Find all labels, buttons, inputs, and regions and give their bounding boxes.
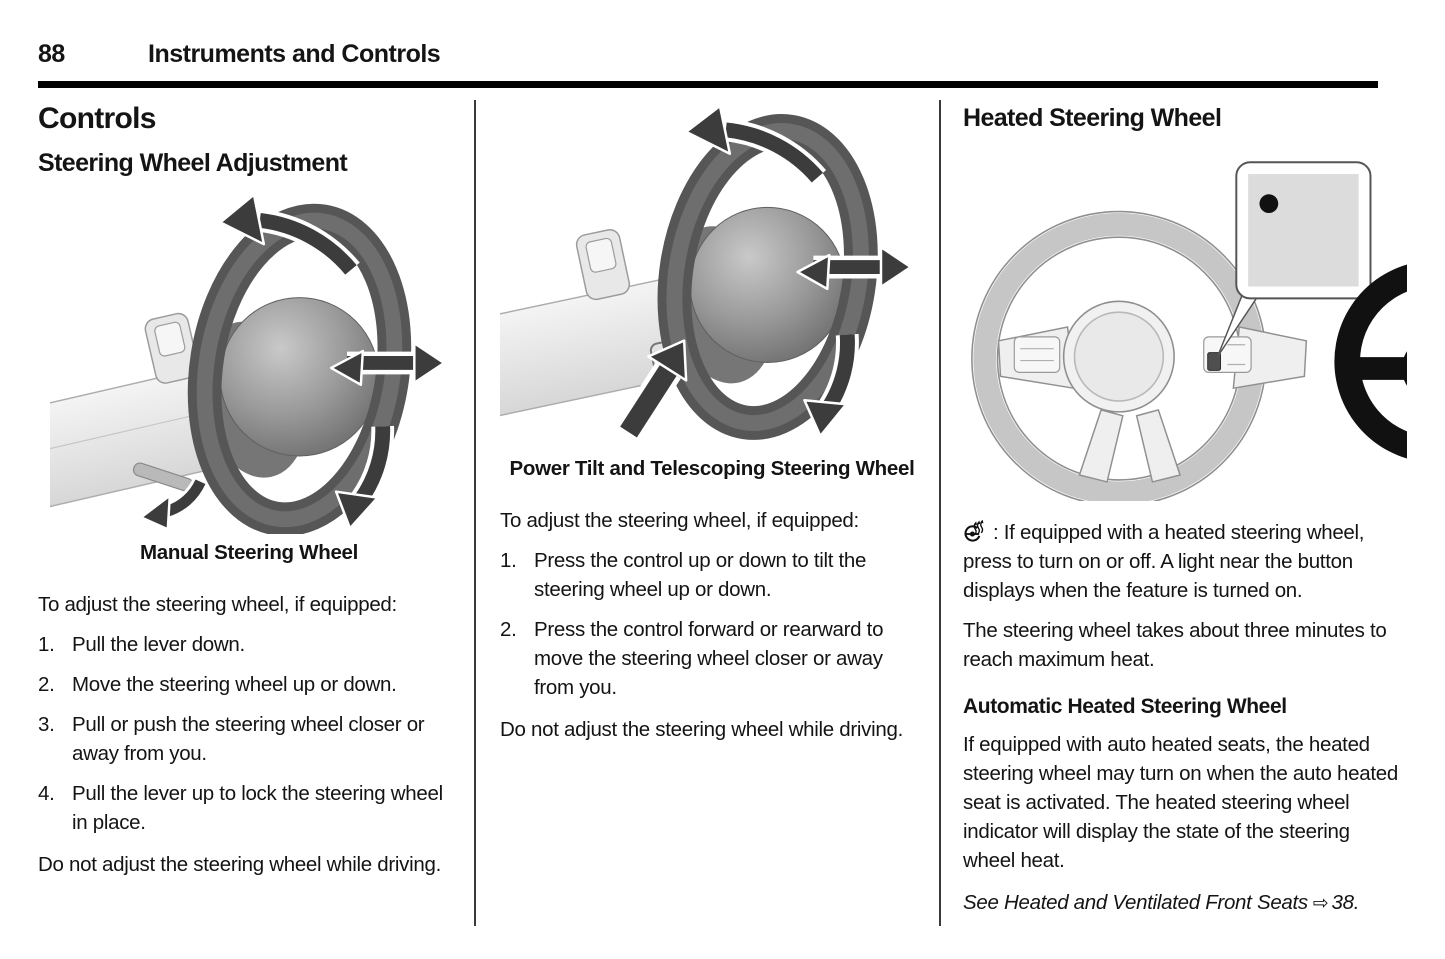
step-text: Pull the lever up to lock the steering wheel in place. (72, 781, 443, 834)
heated-steering-wheel-heading: Heated Steering Wheel (963, 104, 1222, 132)
manual-adjust-steps (38, 630, 460, 837)
see-reference (963, 888, 1407, 918)
lever-pull-arrow (141, 482, 200, 530)
step-item (38, 630, 460, 659)
step-text: Pull or push the steering wheel closer or away from you. (72, 712, 425, 765)
section-title: Instruments and Controls (148, 40, 441, 68)
column-heated-steering-wheel (963, 100, 1407, 918)
step-item (38, 710, 460, 768)
column-divider (939, 100, 941, 926)
step-number: 1. (38, 632, 55, 656)
steering-column-illustration (50, 186, 446, 534)
heated-steering-wheel-icon (963, 520, 986, 543)
heated-wheel-paragraph (963, 518, 1407, 605)
step-number: 1. (500, 549, 517, 572)
steering-wheel-adjustment-heading: Steering Wheel Adjustment (38, 149, 348, 177)
step-text: Press the control forward or rearward to move the steering wheel closer or away from you. (534, 618, 884, 699)
column-controls (38, 100, 460, 879)
reference-title: Heated and Ventilated Front Seats (1003, 890, 1308, 914)
figure-caption: Power Tilt and Telescoping Steering Wheel (509, 457, 915, 480)
step-number: 4. (38, 781, 55, 805)
intro-text: To adjust the steering wheel, if equipped: (38, 592, 397, 616)
column-power-tilt (500, 100, 924, 744)
warning-text: Do not adjust the steering wheel while driving. (38, 852, 441, 876)
heated-steering-wheel-figure (963, 153, 1407, 506)
step-item (500, 615, 924, 702)
manual-steering-wheel-figure (38, 186, 460, 565)
step-number: 2. (500, 618, 517, 641)
cross-reference-arrow: ⇨ (1312, 891, 1329, 914)
power-steering-wheel-figure (500, 106, 924, 481)
step-text: Press the control up or down to tilt the steering wheel up or down. (534, 549, 867, 601)
intro-text: To adjust the steering wheel, if equipped: (500, 509, 859, 532)
step-number: 2. (38, 672, 55, 696)
power-adjust-steps (500, 546, 924, 702)
step-item (500, 546, 924, 604)
step-text: Pull the lever down. (72, 632, 245, 656)
callout-box (1236, 162, 1407, 450)
step-number: 3. (38, 712, 55, 736)
page-number: 88 (38, 40, 65, 68)
step-text: Move the steering wheel up or down. (72, 672, 397, 696)
step-item (38, 779, 460, 837)
heat-time-paragraph: The steering wheel takes about three minutes to reach maximum heat. (963, 618, 1387, 671)
indicator-light-dot (1259, 194, 1278, 213)
reference-page: 38. (1331, 890, 1360, 914)
header-rule (38, 81, 1378, 88)
figure-caption: Manual Steering Wheel (139, 540, 359, 564)
see-prefix: See (963, 890, 1004, 914)
steering-wheel-front-illustration (963, 153, 1407, 501)
steering-column-illustration (500, 106, 920, 444)
step-item (38, 670, 460, 699)
automatic-heated-paragraph: If equipped with auto heated seats, the heated steering wheel may turn on when the auto heated seat is activated. The heated steering wheel indicator will display the state of the steering wheel heat. (963, 732, 1398, 872)
left-spoke-switch-panel (1014, 337, 1059, 373)
paragraph-text: : If equipped with a heated steering wheel, press to turn on or off. A light near the button displays when the feature is turned on. (963, 520, 1365, 602)
warning-text: Do not adjust the steering wheel while driving. (500, 718, 903, 741)
column-divider (474, 100, 476, 926)
controls-heading: Controls (38, 102, 156, 135)
automatic-heated-heading: Automatic Heated Steering Wheel (963, 694, 1287, 718)
